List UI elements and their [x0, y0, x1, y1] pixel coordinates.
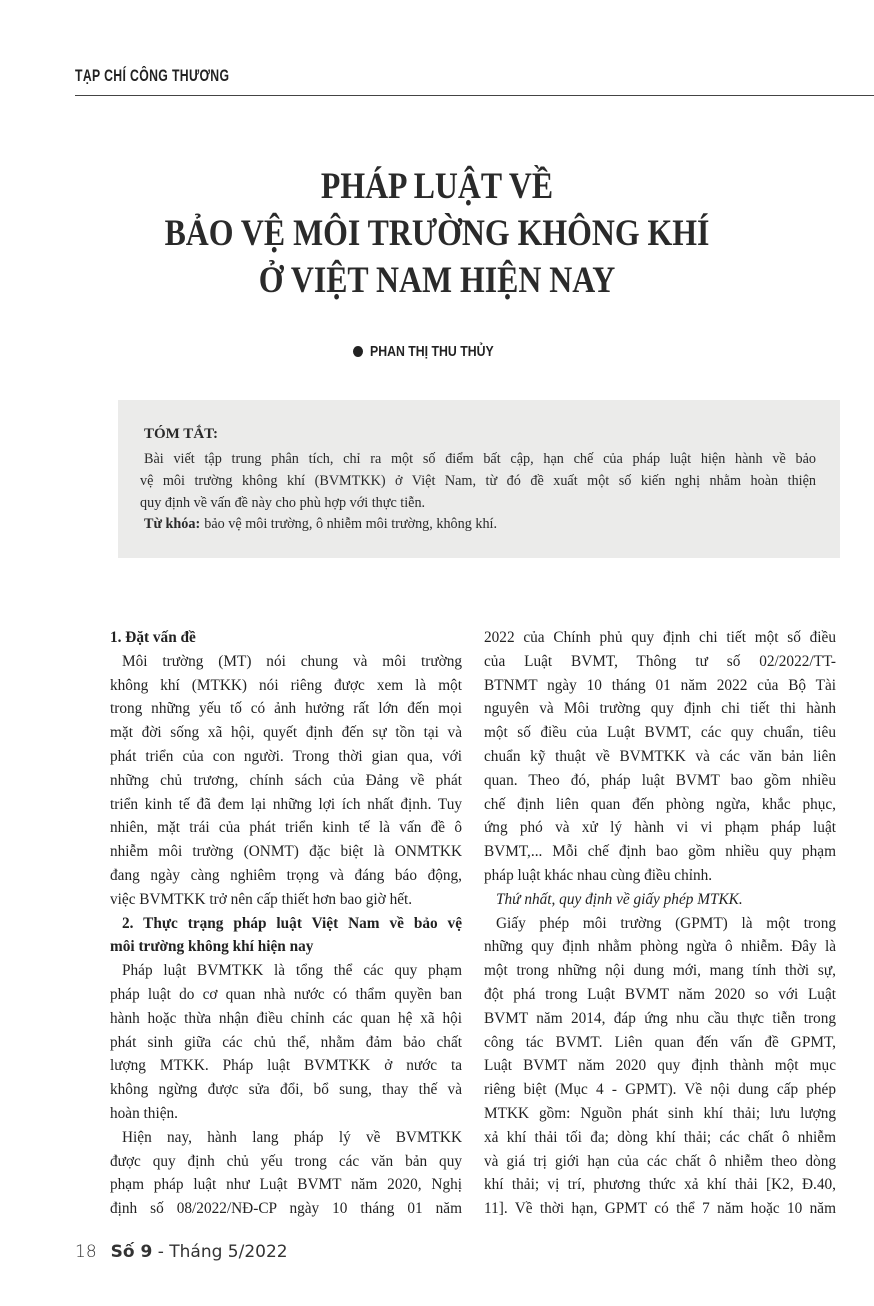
text-line: Luật BVMT năm 2020 quy định thành một mục	[484, 1057, 836, 1075]
text-line: những quy định nhằm phòng ngừa ô nhiễm. Đây là	[484, 938, 836, 956]
text-line: nhiên, mặt trái của phát triển kinh tế là vấn đề ô	[110, 819, 462, 837]
abstract-text	[140, 448, 816, 514]
text-line: 2022 của Chính phủ quy định chi tiết một số điều	[484, 629, 836, 646]
text-line: đang ngày càng nghiêm trọng và đáng báo động,	[110, 866, 462, 884]
text-line: Môi trường (MT) nói chung và môi trường	[122, 652, 462, 670]
keywords	[144, 516, 497, 533]
text-line: hành hoặc thừa nhận điều chỉnh các quan hệ xã hội	[110, 1009, 462, 1027]
abstract-box	[118, 400, 840, 558]
text-line: không khí (MTKK) nói riêng được xem là một	[110, 676, 462, 694]
text-line: việc BVMTKK trở nên cấp thiết hơn bao giờ hết.	[110, 890, 413, 908]
right-column	[484, 626, 836, 1221]
text-line: pháp luật do cơ quan nhà nước có thẩm quyền ban	[110, 985, 462, 1003]
text-line: đột phá trong Luật BVMT năm 2020 so với Luật	[484, 985, 836, 1003]
text-line: riêng biệt (Mục 4 - GPMT). Về nội dung cấp phép	[484, 1081, 836, 1099]
text-line: nhiễm môi trường (ONMT) đặc biệt là ONMTKK	[110, 843, 462, 861]
text-line: của Luật BVMT, Thông tư số 02/2022/TT-	[484, 652, 836, 670]
text-line: mặt đời sống xã hội, quyết định đến sự tồn tại và	[110, 724, 462, 742]
text-line: chuẩn kỹ thuật về BVMTKK và các văn bản liên	[484, 747, 836, 765]
text-line: BVMT,... Mỗi chế định bao gồm nhiều quy phạm	[484, 843, 836, 861]
text-line: phát sinh giữa các chủ thể, nhằm đảm bảo chất	[110, 1033, 462, 1051]
text-line: hoàn thiện.	[110, 1104, 178, 1122]
text-line: môi trường không khí hiện nay	[110, 938, 314, 956]
text-line: triển kinh tế đã đem lại những lợi ích nhất định. Tuy	[110, 795, 462, 813]
text-line: chế định liên quan đến phòng ngừa, khắc phục,	[484, 795, 836, 813]
abstract-heading: TÓM TẮT:	[144, 426, 219, 442]
text-line: công tác BVMT. Liên quan đến vấn đề GPMT,	[484, 1033, 836, 1051]
text-line: được quy định chủ yếu trong các văn bản quy	[110, 1152, 462, 1170]
title-line: BẢO VỆ MÔI TRƯỜNG KHÔNG KHÍ	[164, 213, 710, 254]
text-line: phạm pháp luật như Luật BVMT năm 2020, Nghị	[110, 1176, 462, 1194]
text-line: ứng phó và xử lý hành vi vi phạm pháp luật	[484, 819, 836, 837]
text-line: không ngừng được sửa đổi, bổ sung, thay thế và	[110, 1081, 462, 1099]
bullet-icon	[353, 346, 363, 357]
issue-date: Tháng 5/2022	[169, 1242, 288, 1262]
journal-header: TẠP CHÍ CÔNG THƯƠNG	[75, 66, 230, 85]
text-line: một số điều của Luật BVMT, các quy chuẩn, tiêu	[484, 724, 836, 742]
abstract-line: vệ môi trường không khí (BVMTKK) ở Việt Nam, từ đó đề xuất một số kiến nghị nhằm hoàn thiện	[140, 473, 816, 489]
header-divider	[75, 95, 874, 96]
page-footer	[75, 1242, 288, 1262]
text-line: BTNMT ngày 10 tháng 01 năm 2022 của Bộ Tài	[484, 676, 836, 694]
page-number: 18	[75, 1242, 97, 1262]
author-byline	[0, 343, 874, 360]
left-column	[110, 626, 462, 1221]
text-line: BVMT năm 2014, đáp ứng nhu cầu thực tiễn trong	[484, 1009, 836, 1027]
text-line: Thứ nhất, quy định về giấy phép MTKK.	[496, 890, 743, 908]
text-line: 11]. Về thời hạn, GPMT có thể 7 năm hoặc 10 năm	[484, 1200, 836, 1218]
text-line: trong những yếu tố có ảnh hưởng rất lớn đến mọi	[110, 700, 462, 718]
article-title	[0, 163, 874, 304]
text-line: nguyên và Môi trường quy định chi tiết thi hành	[484, 700, 836, 718]
text-line: Pháp luật BVMTKK là tổng thể các quy phạm	[122, 962, 462, 980]
text-line: khí thải; vị trí, phương thức xả khí thải [K2, Đ.40,	[484, 1176, 836, 1194]
text-line: lượng MTKK. Pháp luật BVMTKK ở nước ta	[110, 1057, 462, 1075]
text-line: định số 08/2022/NĐ-CP ngày 10 tháng 01 năm	[110, 1200, 462, 1218]
text-line: 2. Thực trạng pháp luật Việt Nam về bảo vệ	[122, 914, 462, 932]
title-line: Ở VIỆT NAM HIỆN NAY	[258, 260, 616, 301]
keywords-label: Từ khóa:	[144, 516, 201, 532]
title-line: PHÁP LUẬT VỀ	[320, 166, 554, 207]
text-line: 1. Đặt vấn đề	[110, 629, 196, 646]
abstract-line: quy định về vấn đề này cho phù hợp với thực tiễn.	[140, 495, 426, 511]
footer-separator: -	[152, 1242, 170, 1262]
keywords-text: bảo vệ môi trường, ô nhiễm môi trường, không khí.	[204, 516, 498, 532]
text-line: phát triển của con người. Trong thời gian qua, với	[110, 747, 462, 765]
author-name: PHAN THỊ THU THỦY	[370, 343, 494, 360]
issue-number: Số 9	[110, 1242, 153, 1262]
text-line: Hiện nay, hành lang pháp lý về BVMTKK	[122, 1128, 462, 1146]
text-line: và giá trị giới hạn của các chất ô nhiễm theo dòng	[484, 1152, 836, 1170]
text-line: những chủ trương, chính sách của Đảng về phát	[110, 771, 462, 789]
text-line: một trong những nội dung mới, mang tính thời sự,	[484, 962, 836, 980]
text-line: xả khí thải tối đa; dòng khí thải; các chất ô nhiễm	[484, 1128, 836, 1146]
text-line: pháp luật khác nhau cùng điều chỉnh.	[484, 866, 713, 884]
text-line: quan. Theo đó, pháp luật BVMT bao gồm nhiều	[484, 771, 836, 789]
text-line: Giấy phép môi trường (GPMT) là một trong	[496, 914, 836, 932]
abstract-line: Bài viết tập trung phân tích, chỉ ra một số điểm bất cập, hạn chế của pháp luật hiện hành về bảo	[144, 451, 816, 467]
text-line: MTKK gồm: Nguồn phát sinh khí thải; lưu lượng	[484, 1104, 836, 1122]
